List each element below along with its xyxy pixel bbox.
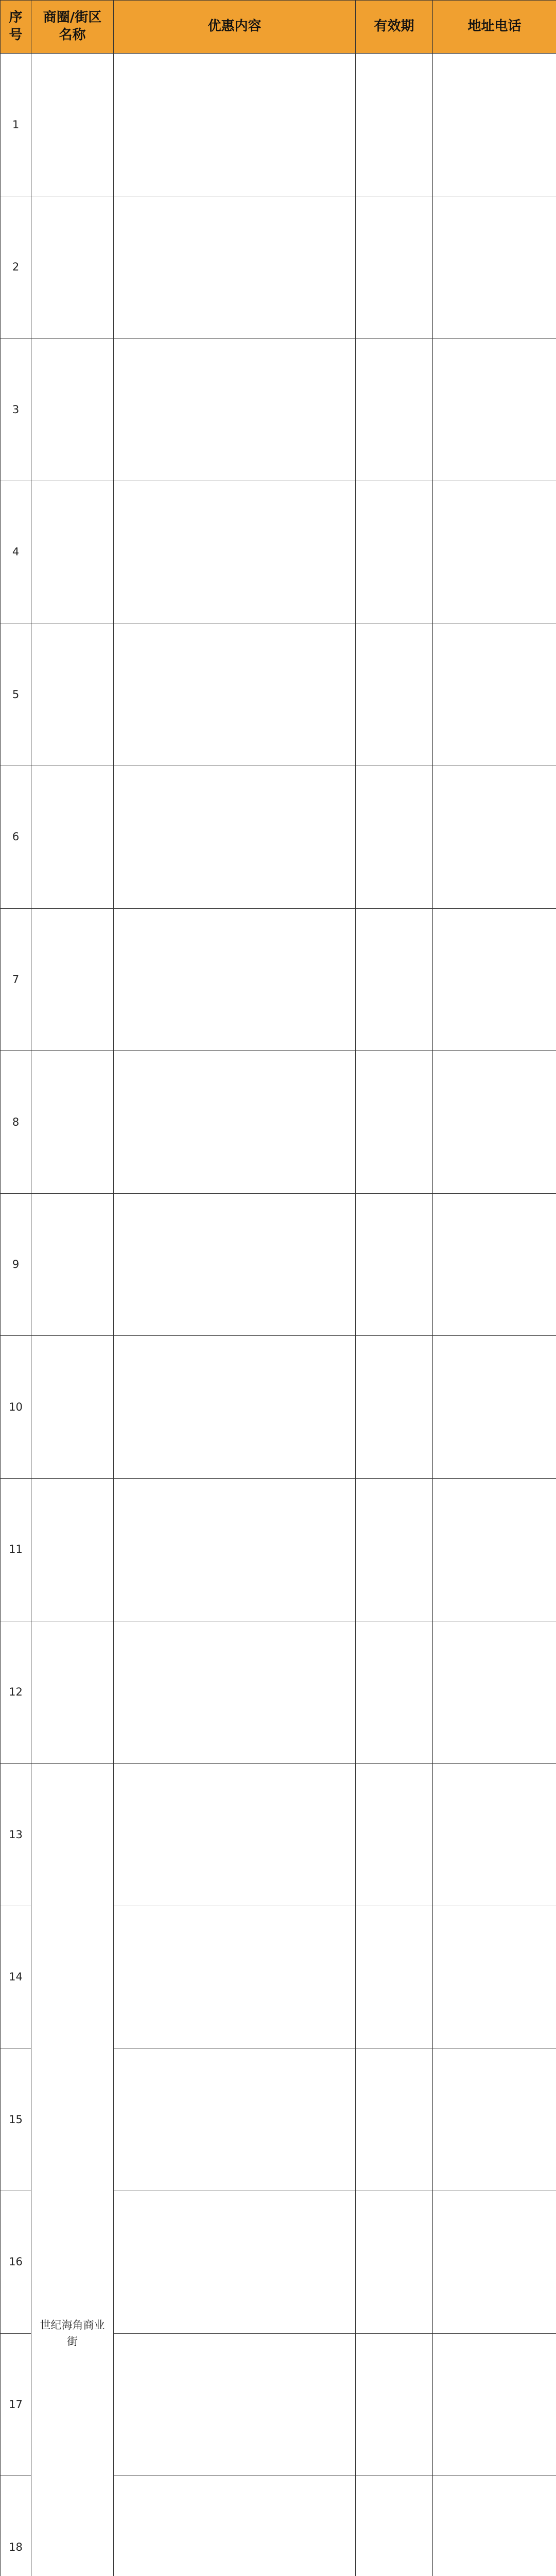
validity-period	[356, 1621, 433, 1764]
row-number: 14	[1, 1906, 31, 2048]
district-name	[31, 1478, 114, 1621]
row-number: 8	[1, 1051, 31, 1194]
offer-content	[114, 623, 356, 766]
address-phone	[433, 54, 556, 196]
offer-content	[114, 1478, 356, 1621]
validity-period	[356, 1336, 433, 1479]
district-name	[31, 338, 114, 481]
district-name	[31, 766, 114, 908]
address-phone	[433, 1478, 556, 1621]
table-row	[1, 908, 556, 1051]
validity-period	[356, 1193, 433, 1336]
district-name	[31, 54, 114, 196]
row-number: 17	[1, 2333, 31, 2476]
offer-content	[114, 1193, 356, 1336]
address-phone	[433, 1764, 556, 1906]
address-phone	[433, 338, 556, 481]
validity-period	[356, 1906, 433, 2048]
address-phone	[433, 1906, 556, 2048]
offer-content	[114, 908, 356, 1051]
table-row	[1, 623, 556, 766]
row-number: 1	[1, 54, 31, 196]
table-row	[1, 54, 556, 196]
offer-content	[114, 338, 356, 481]
table-row	[1, 1478, 556, 1621]
table-row	[1, 766, 556, 908]
offer-content	[114, 1051, 356, 1194]
validity-period	[356, 2333, 433, 2476]
header-offer: 优惠内容	[114, 1, 356, 54]
offer-content	[114, 1764, 356, 1906]
district-name	[31, 481, 114, 623]
table-row	[1, 481, 556, 623]
district-name-text: 世纪海角商业街	[40, 2318, 105, 2348]
row-number: 12	[1, 1621, 31, 1764]
row-number: 6	[1, 766, 31, 908]
row-number: 10	[1, 1336, 31, 1479]
address-phone	[433, 196, 556, 338]
header-address: 地址电话	[433, 1, 556, 54]
address-phone	[433, 908, 556, 1051]
offer-content	[114, 2191, 356, 2333]
district-name	[31, 908, 114, 1051]
offer-content	[114, 1906, 356, 2048]
validity-period	[356, 623, 433, 766]
row-number: 15	[1, 2048, 31, 2191]
table-row	[1, 1336, 556, 1479]
offer-content	[114, 196, 356, 338]
district-name	[31, 1336, 114, 1479]
offer-content	[114, 2476, 356, 2576]
table-row	[1, 1764, 556, 1906]
district-name	[31, 196, 114, 338]
row-number: 16	[1, 2191, 31, 2333]
row-number: 4	[1, 481, 31, 623]
offer-content	[114, 1621, 356, 1764]
district-name	[31, 1051, 114, 1194]
row-number: 11	[1, 1478, 31, 1621]
address-phone	[433, 2476, 556, 2576]
offer-content	[114, 54, 356, 196]
validity-period	[356, 1764, 433, 1906]
header-row	[1, 1, 556, 54]
offer-content	[114, 1336, 356, 1479]
validity-period	[356, 196, 433, 338]
table-row	[1, 1193, 556, 1336]
address-phone	[433, 1336, 556, 1479]
table-body	[1, 54, 556, 2576]
validity-period	[356, 2191, 433, 2333]
district-name	[31, 1193, 114, 1336]
offer-content	[114, 766, 356, 908]
offer-content	[114, 2048, 356, 2191]
table-row	[1, 1621, 556, 1764]
address-phone	[433, 2191, 556, 2333]
header-validity: 有效期	[356, 1, 433, 54]
address-phone	[433, 623, 556, 766]
address-phone	[433, 1193, 556, 1336]
validity-period	[356, 2048, 433, 2191]
district-name	[31, 1764, 114, 2576]
district-name	[31, 623, 114, 766]
offer-content	[114, 2333, 356, 2476]
address-phone	[433, 1051, 556, 1194]
offer-content	[114, 481, 356, 623]
validity-period	[356, 1478, 433, 1621]
row-number: 18	[1, 2476, 31, 2576]
validity-period	[356, 1051, 433, 1194]
row-number: 13	[1, 1764, 31, 1906]
validity-period	[356, 481, 433, 623]
table-row	[1, 196, 556, 338]
table-row	[1, 1051, 556, 1194]
table-header	[1, 1, 556, 54]
validity-period	[356, 908, 433, 1051]
address-phone	[433, 1621, 556, 1764]
row-number: 7	[1, 908, 31, 1051]
address-phone	[433, 481, 556, 623]
row-number: 3	[1, 338, 31, 481]
row-number: 5	[1, 623, 31, 766]
address-phone	[433, 2048, 556, 2191]
address-phone	[433, 766, 556, 908]
validity-period	[356, 54, 433, 196]
header-no: 序号	[1, 1, 31, 54]
header-district: 商圈/街区名称	[31, 1, 114, 54]
validity-period	[356, 766, 433, 908]
row-number: 9	[1, 1193, 31, 1336]
address-phone	[433, 2333, 556, 2476]
validity-period	[356, 2476, 433, 2576]
validity-period	[356, 338, 433, 481]
district-name	[31, 1621, 114, 1764]
row-number: 2	[1, 196, 31, 338]
table-row	[1, 338, 556, 481]
